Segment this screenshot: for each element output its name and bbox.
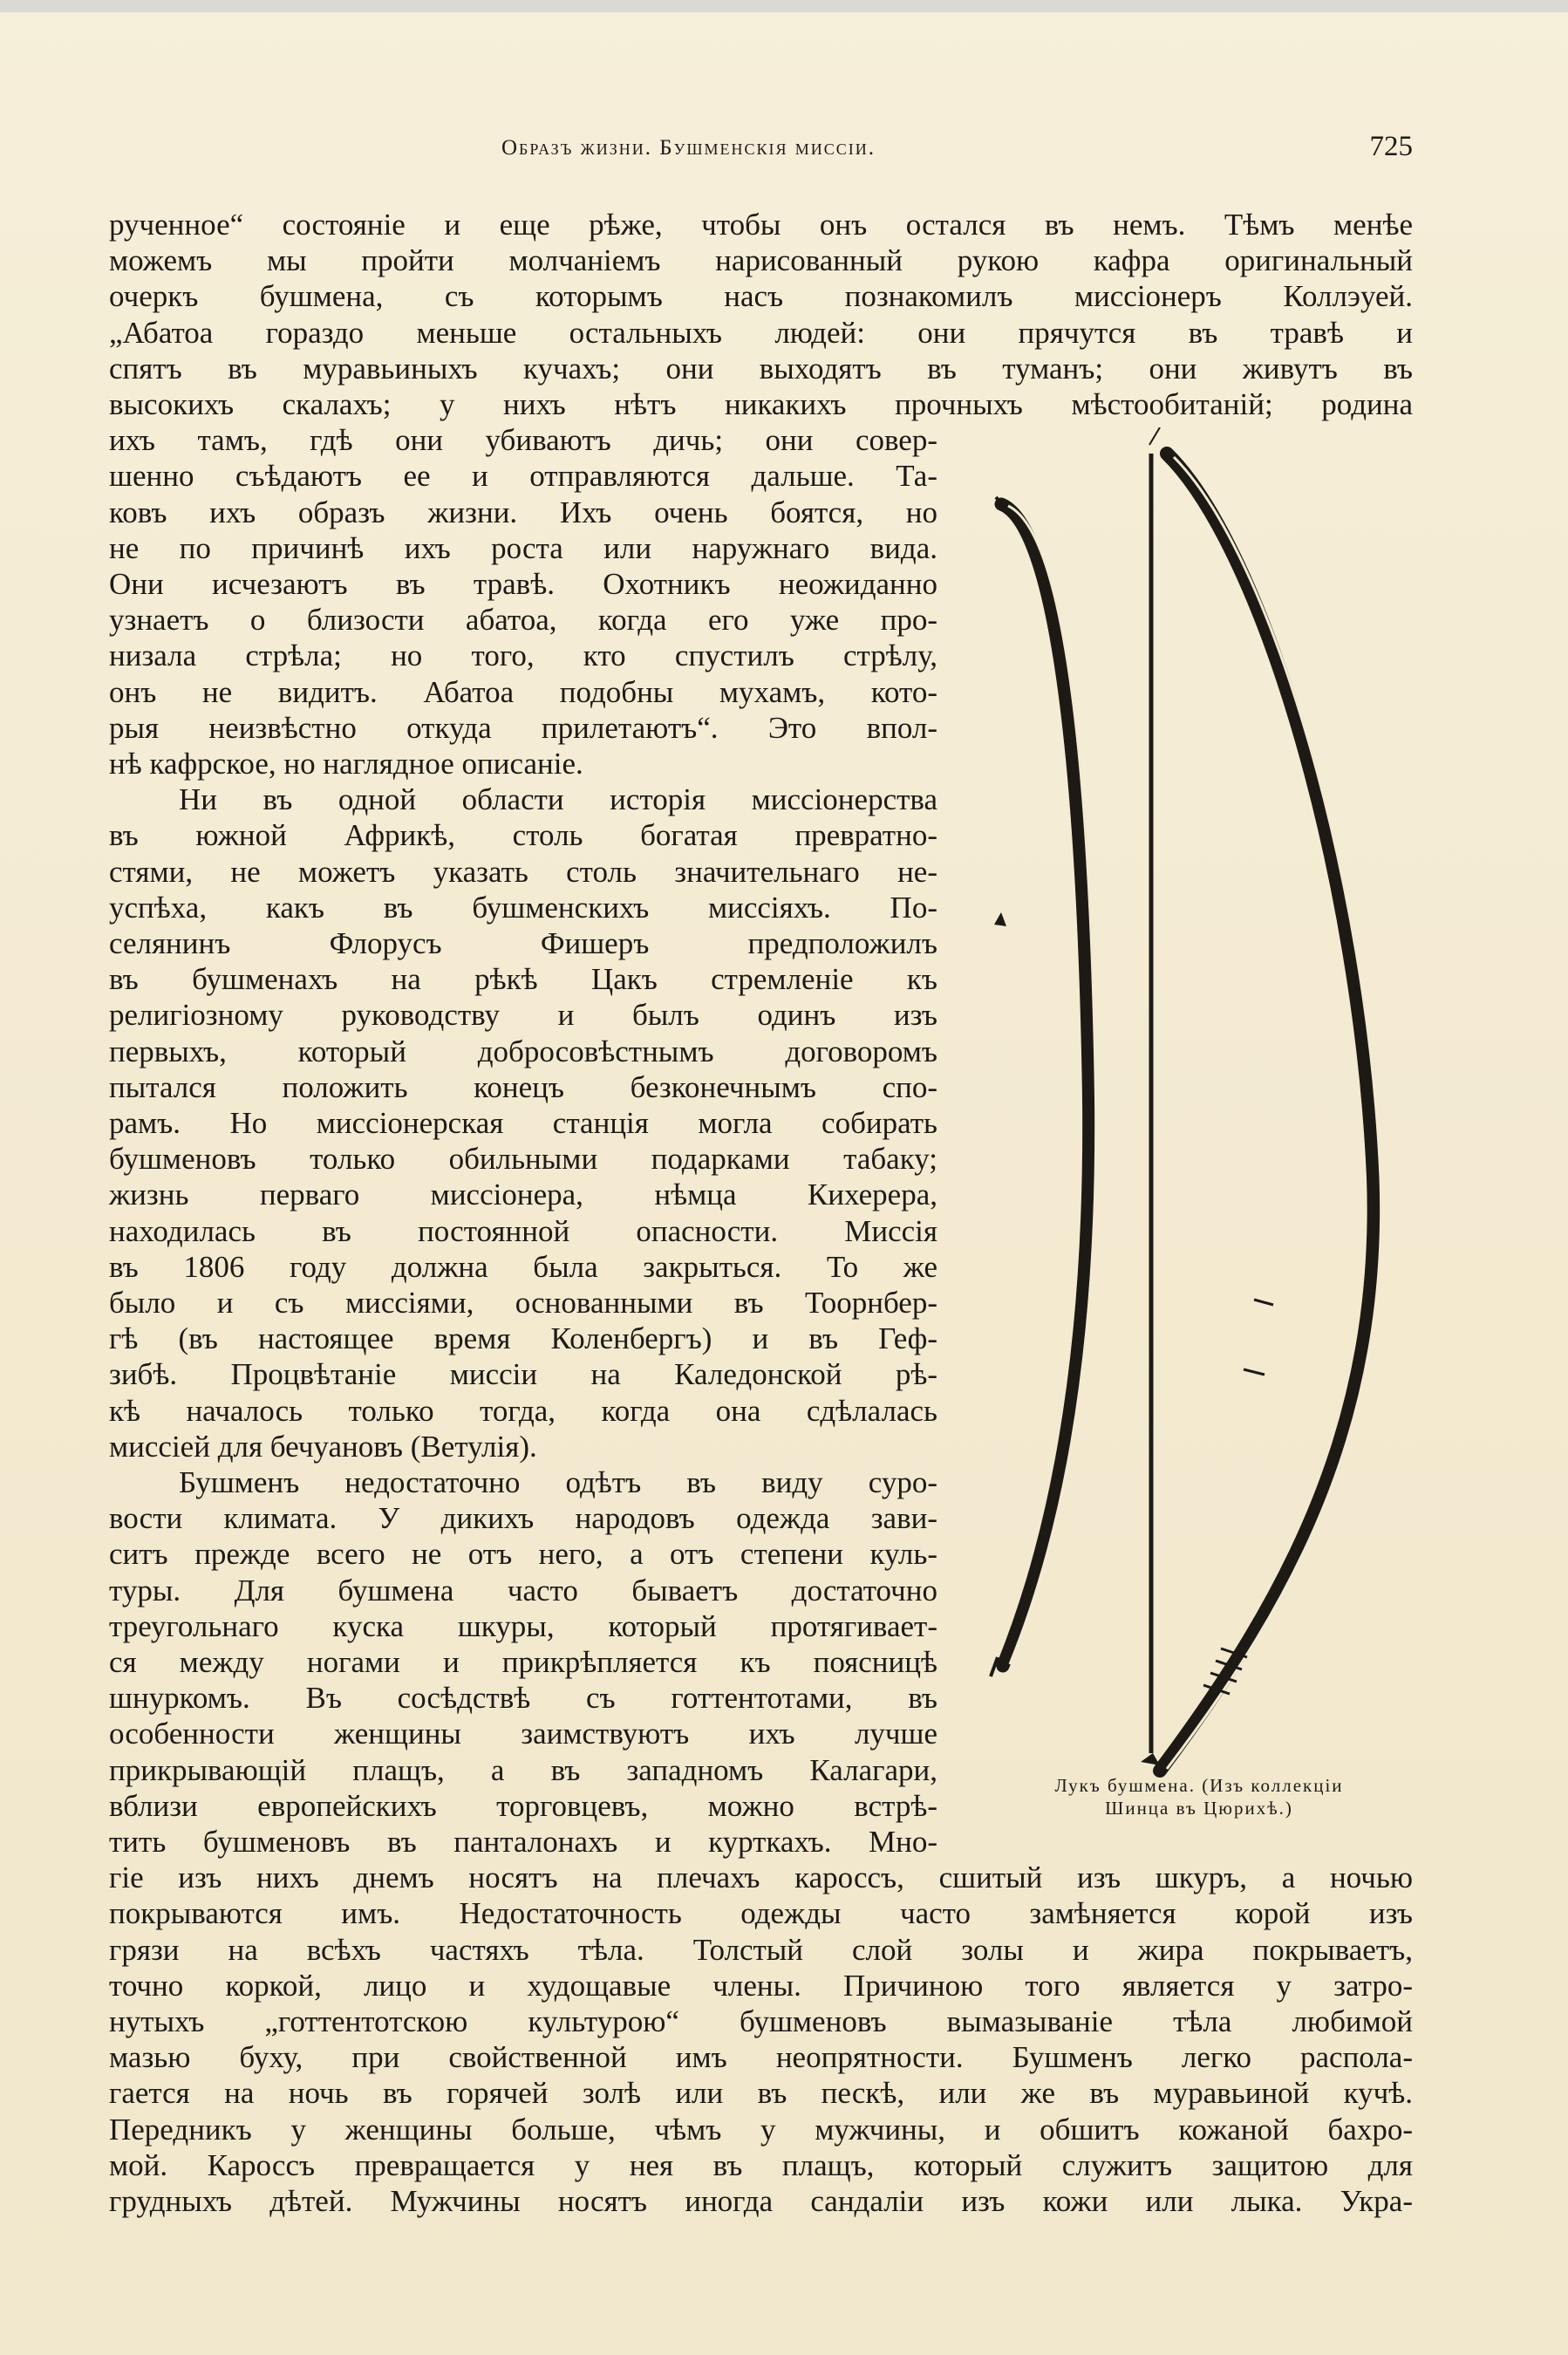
figure-caption	[994, 1774, 1404, 1819]
text-line: особенности женщины заимствуютъ ихъ лучше	[109, 1717, 937, 1751]
text-line: туры. Для бушмена часто бываетъ достаточно	[109, 1573, 937, 1608]
page-header	[109, 131, 1413, 169]
text-line: бушменовъ только обильными подарками табаку;	[109, 1142, 937, 1177]
bushman-bow-image	[977, 427, 1421, 1788]
text-line: Они исчезаютъ въ травѣ. Охотникъ неожиданно	[109, 567, 937, 601]
text-line: вости климата. У дикихъ народовъ одежда зави-	[109, 1501, 937, 1536]
text-line: „Абатоа гораздо меньше остальныхъ людей: они прячутся въ травѣ и	[109, 315, 1413, 350]
scan-edge	[0, 0, 1568, 12]
text-line: низала стрѣла; но того, кто спустилъ стрѣлу,	[109, 638, 937, 673]
text-line: можемъ мы пройти молчаніемъ нарисованный рукою кафра оригинальный	[109, 243, 1413, 278]
text-line: треугольнаго куска шкуры, который протягивает-	[109, 1608, 937, 1643]
text-line: въ 1806 году должна была закрыться. То же	[109, 1249, 937, 1284]
text-line: ихъ тамъ, гдѣ они убиваютъ дичь; они совер-	[109, 423, 937, 458]
text-line: грудныхъ дѣтей. Мужчины носятъ иногда сандаліи изъ кожи или лыка. Укра-	[109, 2184, 1413, 2218]
text-line: шнуркомъ. Въ сосѣдствѣ съ готтентотами, въ	[109, 1681, 937, 1716]
text-line: гѣ (въ настоящее время Коленбергъ) и въ Геф-	[109, 1321, 937, 1356]
text-line: зибѣ. Процвѣтаніе миссіи на Каледонской рѣ-	[109, 1357, 937, 1392]
text-line: узнаетъ о близости абатоа, когда его уже про-	[109, 603, 937, 638]
text-line: въ южной Африкѣ, столь богатая превратно-	[109, 818, 937, 853]
page-number: 725	[1369, 131, 1413, 162]
text-line: мой. Кароссъ превращается у нея въ плащъ, который служитъ защитою для	[109, 2147, 1413, 2182]
text-line: селянинъ Флорусъ Фишеръ предположилъ	[109, 926, 937, 960]
text-line: Ни въ одной области исторія миссіонерства	[179, 782, 937, 817]
text-line: точно коркой, лицо и худощавые члены. Причиною того является у затро-	[109, 1968, 1413, 2003]
caption-line-2: Шинца въ Цюрихѣ.)	[1105, 1798, 1293, 1819]
text-line: высокихъ скалахъ; у нихъ нѣтъ никакихъ прочныхъ мѣстообитаній; родина	[109, 387, 1413, 421]
text-line: рамъ. Но миссіонерская станція могла собирать	[109, 1106, 937, 1140]
text-line: пытался положить конецъ безконечнымъ спо-	[109, 1069, 937, 1104]
text-line: было и съ миссіями, основанными въ Тоорнбер-	[109, 1286, 937, 1320]
text-line: нутыхъ „готтентотскою культурою“ бушменовъ вымазываніе тѣла любимой	[109, 2004, 1413, 2038]
text-line: первыхъ, который добросовѣстнымъ договоромъ	[109, 1034, 937, 1068]
text-line: гіе изъ нихъ днемъ носятъ на плечахъ кароссъ, сшитый изъ шкуръ, а ночью	[109, 1860, 1413, 1895]
text-line: рученное“ состояніе и еще рѣже, чтобы онъ остался въ немъ. Тѣмъ менѣе	[109, 208, 1413, 242]
text-line: тить бушменовъ въ панталонахъ и курткахъ. Мно-	[109, 1825, 937, 1859]
text-line: находилась въ постоянной опасности. Миссія	[109, 1213, 937, 1248]
text-line: очеркъ бушмена, съ которымъ насъ познакомилъ миссіонеръ Коллэуей.	[109, 279, 1413, 314]
text-line: гается на ночь въ горячей золѣ или въ пескѣ, или же въ муравьиной кучѣ.	[109, 2076, 1413, 2111]
text-line: рыя неизвѣстно откуда прилетаютъ“. Это впол-	[109, 710, 937, 745]
caption-line-1: Лукъ бушмена. (Изъ коллекціи	[1054, 1775, 1344, 1796]
text-line: религіозному руководству и былъ одинъ изъ	[109, 998, 937, 1033]
text-line: онъ не видитъ. Абатоа подобны мухамъ, кото-	[109, 674, 937, 709]
running-title: Образъ жизни. Бушменскія миссіи.	[501, 136, 876, 160]
text-line: не по причинѣ ихъ роста или наружнаго вида.	[109, 530, 937, 565]
text-line: прикрывающій плащъ, а въ западномъ Калагари,	[109, 1752, 937, 1787]
text-line: Передникъ у женщины больше, чѣмъ у мужчины, и обшитъ кожаной бахро-	[109, 2112, 1413, 2147]
text-line: покрываются имъ. Недостаточность одежды часто замѣняется корой изъ	[109, 1896, 1413, 1931]
bow-illustration	[977, 427, 1421, 1788]
text-line: жизнь перваго миссіонера, нѣмца Кихерера,	[109, 1178, 937, 1212]
text-line: нѣ кафрское, но наглядное описаніе.	[109, 747, 583, 781]
text-line: въ бушменахъ на рѣкѣ Цакъ стремленіе къ	[109, 962, 937, 997]
text-line: успѣха, какъ въ бушменскихъ миссіяхъ. По-	[109, 890, 937, 925]
text-line: вблизи европейскихъ торговцевъ, можно встрѣ-	[109, 1788, 937, 1823]
text-line: кѣ началось только тогда, когда она сдѣлалась	[109, 1393, 937, 1428]
text-line: спятъ въ муравьиныхъ кучахъ; они выходятъ въ туманъ; они живутъ въ	[109, 351, 1413, 386]
text-line: ковъ ихъ образъ жизни. Ихъ очень боятся, но	[109, 495, 937, 529]
text-line: миссіей для бечуановъ (Ветулія).	[109, 1429, 537, 1464]
text-line: мазью буху, при свойственной имъ неопрятности. Бушменъ легко распола-	[109, 2040, 1413, 2075]
text-line: грязи на всѣхъ частяхъ тѣла. Толстый слой золы и жира покрываетъ,	[109, 1932, 1413, 1967]
text-line: ситъ прежде всего не отъ него, а отъ степени куль-	[109, 1537, 937, 1572]
text-line: шенно съѣдаютъ ее и отправляются дальше. Та-	[109, 459, 937, 494]
text-line: стями, не можетъ указать столь значительнаго не-	[109, 854, 937, 889]
text-line: Бушменъ недостаточно одѣтъ въ виду суро-	[179, 1465, 937, 1499]
text-line: ся между ногами и прикрѣпляется къ поясницѣ	[109, 1645, 937, 1679]
